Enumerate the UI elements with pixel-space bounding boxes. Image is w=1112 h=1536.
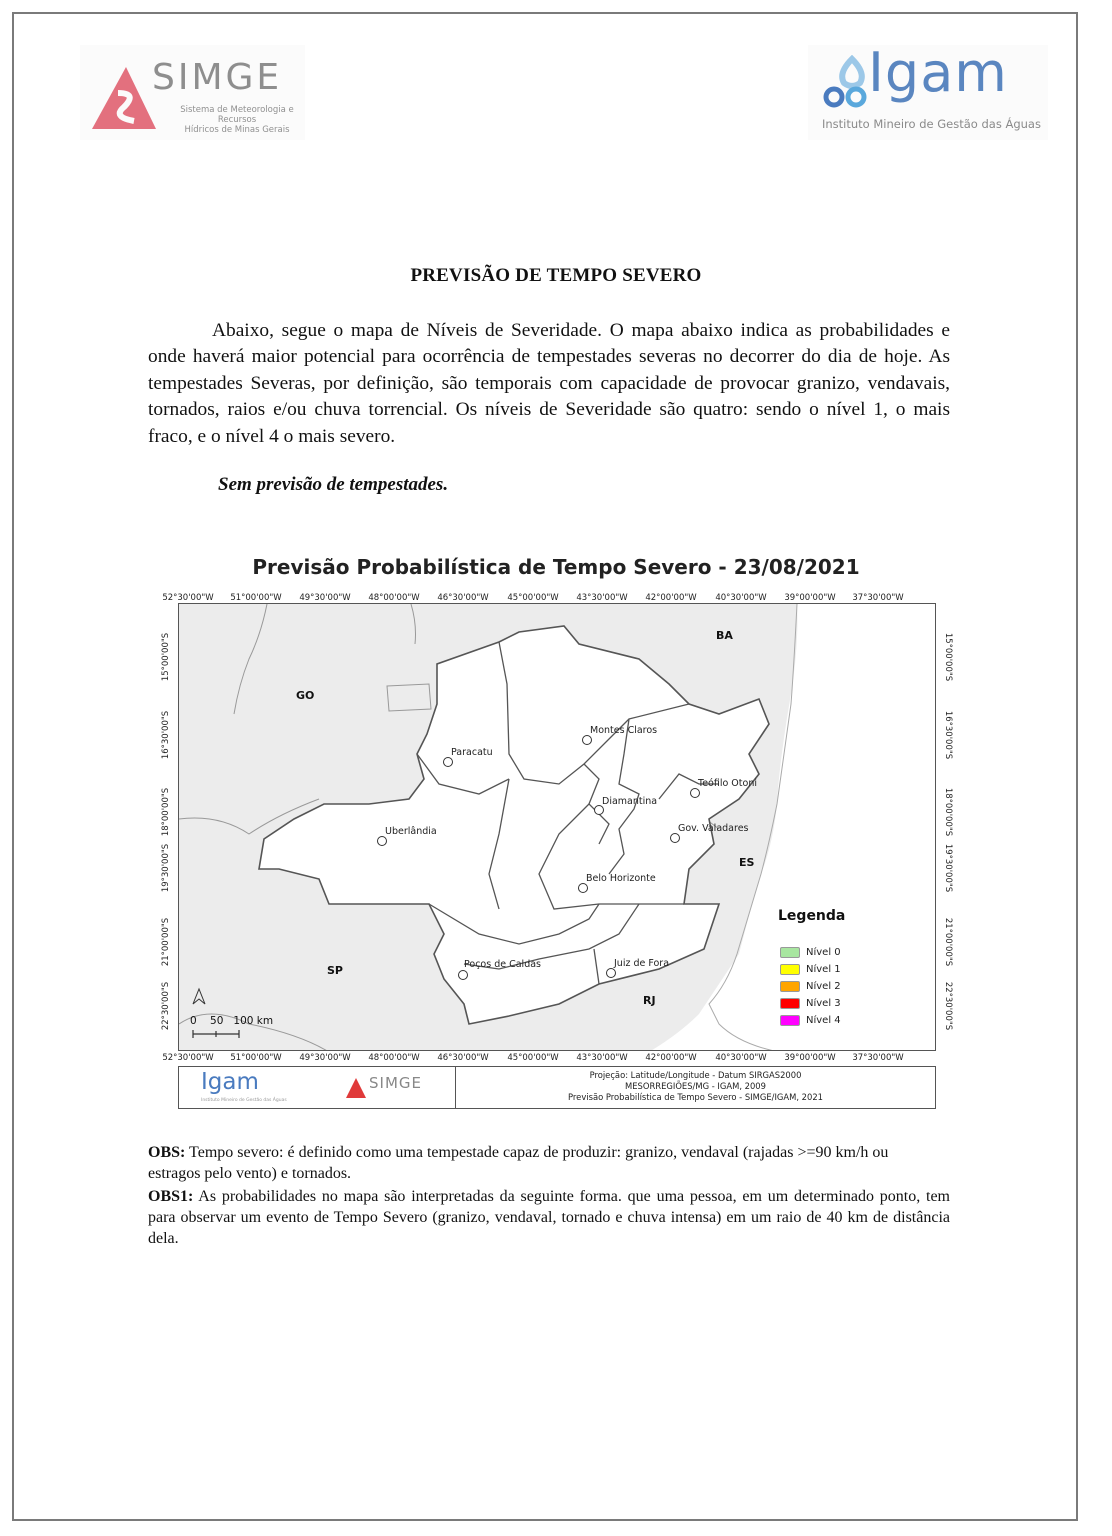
lon-tick: 52°30'00"W xyxy=(162,593,214,603)
map-footer-logos xyxy=(179,1067,456,1108)
city-marker xyxy=(578,883,588,893)
state-label-es: ES xyxy=(739,856,755,869)
lat-tick: 19°30'00"S xyxy=(161,843,171,893)
simge-logo-subtitle: Sistema de Meteorologia e Recursos Hídricos de Minas Gerais xyxy=(180,105,294,135)
simge-triangle-icon xyxy=(88,63,158,133)
legend-swatch xyxy=(780,981,800,992)
lon-tick: 42°00'00"W xyxy=(645,593,697,603)
legend-item-nivel-0: Nível 0 xyxy=(780,945,841,959)
lon-tick: 51°00'00"W xyxy=(230,593,282,603)
legend-item-nivel-2: Nível 2 xyxy=(780,979,841,993)
map-footer xyxy=(178,1066,936,1109)
legend-item-nivel-3: Nível 3 xyxy=(780,996,841,1010)
lat-tick: 16°30'00"S xyxy=(161,710,171,760)
intro-paragraph: Abaixo, segue o mapa de Níveis de Severidade. O mapa abaixo indica as probabilidades e onde haverá maior potencial para ocorrência de tempestades severas no decorrer do dia de hoje. As tempestades Severas, por definição, são temporais com capacidade de provocar granizo, vendavais, tornados, raios e/ou chuva torrencial. Os níveis de Severidade são quatro: sendo o nível 1, o mais fraco, e o nível 4 o mais severo. xyxy=(148,320,950,447)
lon-tick: 49°30'00"W xyxy=(299,593,351,603)
lon-tick: 37°30'00"W xyxy=(852,1053,904,1063)
city-label: Teófilo Otoni xyxy=(698,778,757,789)
lon-tick: 52°30'00"W xyxy=(162,1053,214,1063)
scale-bar-label: 0 50 100 km xyxy=(190,1015,274,1027)
state-label-go: GO xyxy=(296,689,315,702)
lon-tick: 45°00'00"W xyxy=(507,593,559,603)
state-label-sp: SP xyxy=(327,964,343,977)
city-marker xyxy=(458,970,468,980)
lon-tick: 37°30'00"W xyxy=(852,593,904,603)
lon-tick: 45°00'00"W xyxy=(507,1053,559,1063)
city-marker xyxy=(606,968,616,978)
lat-tick: 16°30'00"S xyxy=(943,710,953,760)
footer-simge-logo: SIMGE xyxy=(369,1074,422,1092)
city-label: Uberlândia xyxy=(385,826,437,837)
legend-title: Legenda xyxy=(778,908,846,924)
state-label-ba: BA xyxy=(716,629,733,642)
lon-tick: 48°00'00"W xyxy=(368,1053,420,1063)
city-label: Diamantina xyxy=(602,796,658,807)
state-label-rj: RJ xyxy=(643,994,656,1007)
forecast-note: Sem previsão de tempestades. xyxy=(218,474,449,495)
city-label: Paracatu xyxy=(451,747,493,758)
lon-tick: 49°30'00"W xyxy=(299,1053,351,1063)
lon-tick: 43°30'00"W xyxy=(576,593,628,603)
map-footer-credits: Projeção: Latitude/Longitude - Datum SIRGAS2000 MESORREGIÕES/MG - IGAM, 2009 Previsão Probabilística de Tempo Severo - SIMGE/IGAM, 2021 xyxy=(568,1070,823,1102)
legend-swatch xyxy=(780,947,800,958)
legend-swatch xyxy=(780,964,800,975)
lat-tick: 22°30'00"S xyxy=(943,981,953,1031)
lat-tick: 21°00'00"S xyxy=(943,917,953,967)
city-marker xyxy=(582,735,592,745)
lat-tick: 19°30'00"S xyxy=(943,843,953,893)
footer-simge-triangle-icon xyxy=(345,1077,367,1099)
lat-tick: 18°00'00"S xyxy=(943,787,953,837)
city-marker xyxy=(377,836,387,846)
lon-tick: 48°00'00"W xyxy=(368,593,420,603)
lon-tick: 51°00'00"W xyxy=(230,1053,282,1063)
lon-tick: 39°00'00"W xyxy=(784,593,836,603)
obs1-paragraph: OBS1: As probabilidades no mapa são interpretadas da seguinte forma. que uma pessoa, em um determinado ponto, tem para observar um evento de Tempo Severo (granizo, vendaval, tornado e chuva intensa) em um raio de 40 km de distância dela. xyxy=(148,1188,950,1247)
city-label: Gov. Valadares xyxy=(678,823,749,834)
footer-igam-logo: Igam xyxy=(201,1069,259,1095)
legend-swatch xyxy=(780,998,800,1009)
simge-logo-text: SIMGE xyxy=(152,57,283,98)
lat-tick: 15°00'00"S xyxy=(161,632,171,682)
lat-tick: 18°00'00"S xyxy=(161,787,171,837)
igam-logo xyxy=(808,41,1048,140)
city-label: Belo Horizonte xyxy=(586,873,656,884)
city-marker xyxy=(670,833,680,843)
city-label: Montes Claros xyxy=(590,725,658,736)
lon-tick: 40°30'00"W xyxy=(715,593,767,603)
obs-paragraph: OBS: Tempo severo: é definido como uma tempestade capaz de produzir: granizo, vendaval (rajadas >=90 km/h ou estragos pelo vento) e tornados. xyxy=(148,1144,889,1182)
city-label: Juiz de Fora xyxy=(614,958,670,969)
lat-tick: 22°30'00"S xyxy=(161,981,171,1031)
lat-tick: 21°00'00"S xyxy=(161,917,171,967)
lon-tick: 43°30'00"W xyxy=(576,1053,628,1063)
map-title: Previsão Probabilística de Tempo Severo - 23/08/2021 xyxy=(252,555,860,579)
igam-logo-text: Igam xyxy=(868,41,1008,104)
city-marker xyxy=(690,788,700,798)
city-marker xyxy=(443,757,453,767)
lon-tick: 39°00'00"W xyxy=(784,1053,836,1063)
page-title: PREVISÃO DE TEMPO SEVERO xyxy=(410,265,702,286)
lon-tick: 46°30'00"W xyxy=(437,593,489,603)
lon-tick: 42°00'00"W xyxy=(645,1053,697,1063)
footer-igam-subtitle: Instituto Mineiro de Gestão das Águas xyxy=(201,1098,287,1103)
lon-tick: 46°30'00"W xyxy=(437,1053,489,1063)
legend-swatch xyxy=(780,1015,800,1026)
igam-logo-subtitle: Instituto Mineiro de Gestão das Águas xyxy=(822,117,1041,131)
lat-tick: 15°00'00"S xyxy=(943,632,953,682)
simge-logo xyxy=(80,45,305,140)
legend xyxy=(775,942,907,1032)
lon-tick: 40°30'00"W xyxy=(715,1053,767,1063)
legend-item-nivel-4: Nível 4 xyxy=(780,1013,841,1027)
city-label: Poços de Caldas xyxy=(464,959,541,970)
legend-item-nivel-1: Nível 1 xyxy=(780,962,841,976)
